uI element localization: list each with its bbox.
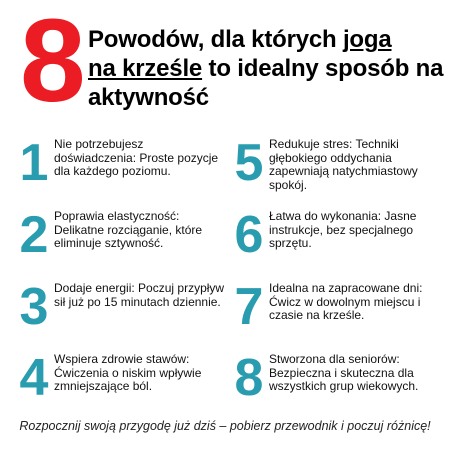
reason-text: Poprawia elastyczność: Delikatne rozciąganie, które eliminuje sztywność.	[54, 209, 203, 250]
reason-text: Idealna na zapracowane dni: Ćwicz w dowolnym miejscu i czasie na krześle.	[269, 281, 423, 322]
headline-number: 8	[20, 0, 86, 127]
reason-item-6	[225, 205, 440, 277]
reason-text: Dodaje energii: Poczuj przypływ sił już po 15 minutach dziennie.	[54, 281, 225, 309]
page-title	[88, 25, 448, 112]
reason-text: Wspiera zdrowie stawów: Ćwiczenia o niskim wpływie zmniejszające ból.	[54, 352, 202, 393]
reason-number: 7	[234, 278, 264, 336]
reason-text: Nie potrzebujesz doświadczenia: Proste pozycje dla każdego poziomu.	[54, 137, 219, 178]
reason-number: 4	[19, 349, 49, 407]
reason-item-7	[225, 277, 440, 349]
title-part-1: Powodów, dla których	[88, 26, 343, 53]
footer-call-to-action: Rozpocznij swoją przygodę już dziś – pobierz przewodnik i poczuj różnicę!	[19, 419, 431, 433]
reason-text: Łatwa do wykonania: Jasne instrukcje, bez specjalnego sprzętu.	[269, 209, 417, 250]
reason-item-2	[10, 205, 225, 277]
reason-item-1	[10, 133, 225, 205]
title-underlined-joga: joga	[342, 26, 392, 53]
reason-number: 8	[234, 349, 264, 407]
reason-item-4	[10, 348, 225, 420]
reason-text: Redukuje stres: Techniki głębokiego oddychania zapewniają natychmiastowy spokój.	[269, 137, 418, 192]
reason-item-5	[225, 133, 440, 205]
reason-text: Stworzona dla seniorów: Bezpieczna i skuteczna dla wszystkich grup wiekowych.	[269, 352, 419, 393]
reason-number: 1	[19, 134, 49, 192]
reason-number: 5	[234, 134, 264, 192]
reason-number: 2	[19, 206, 49, 264]
header	[0, 0, 450, 127]
title-underlined-na-krzesle: na krześle	[88, 55, 203, 82]
reason-item-3	[10, 277, 225, 349]
title-part-2: to idealny sposób na aktywność	[88, 55, 444, 111]
reason-item-8	[225, 348, 440, 420]
reason-number: 3	[19, 278, 49, 336]
reason-number: 6	[234, 206, 264, 264]
